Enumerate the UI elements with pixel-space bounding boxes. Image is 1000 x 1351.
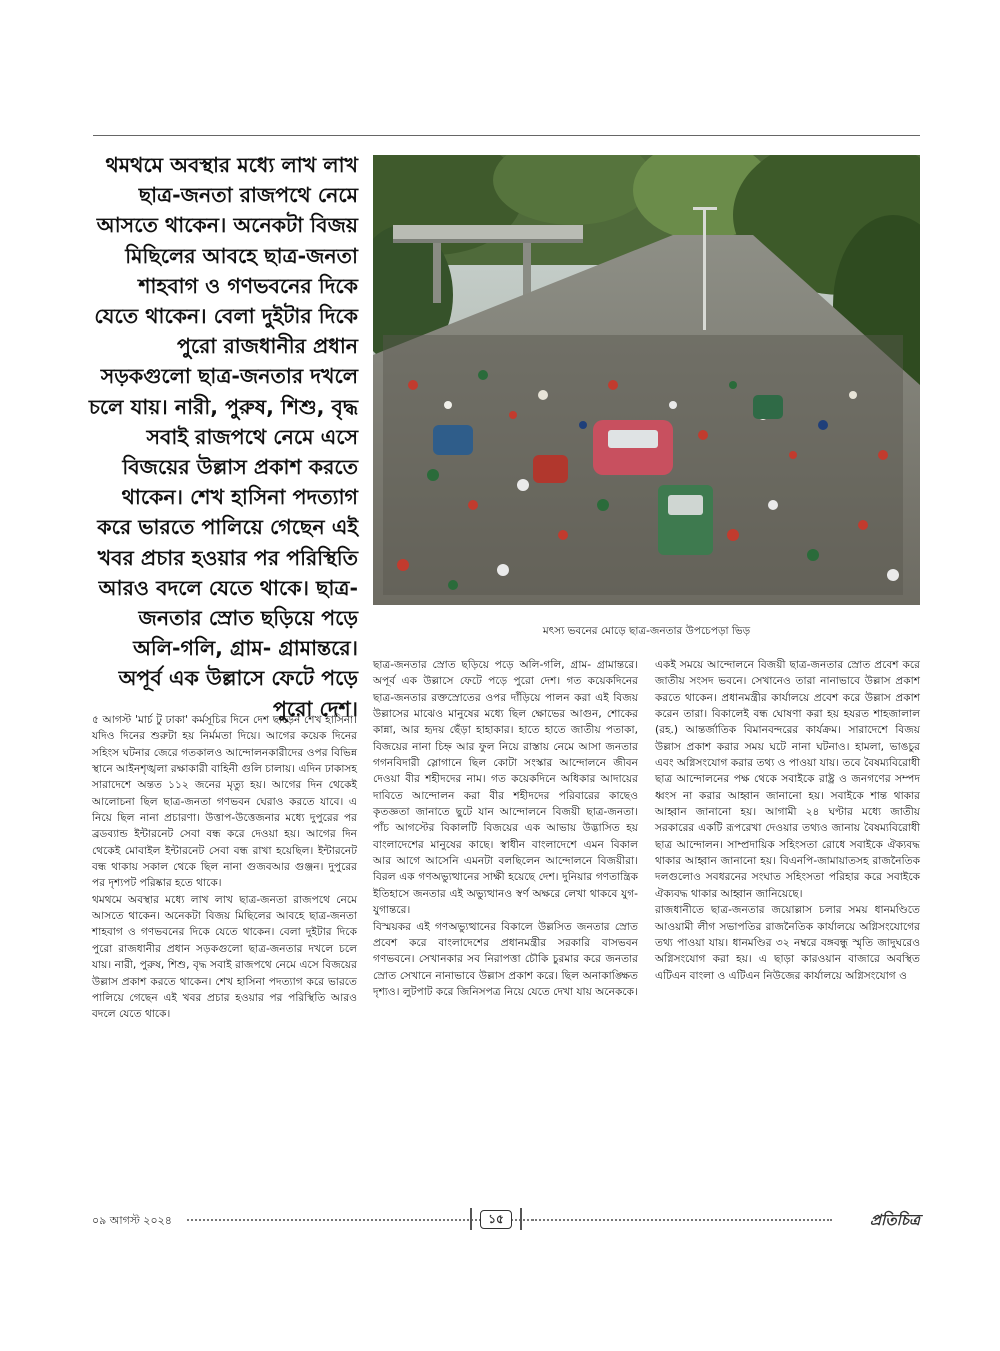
article-paragraph: বিস্ময়কর এই গণঅভ্যুত্থানের বিকালে উল্লসিত জনতার স্রোত প্রবেশ করে বাংলাদেশের প্রধানমন্ত্রীর সরকারি বাসভবন গণভবনে। সেখানকার সব নিরাপত্তা চৌকি চুরমার করে জনতার স্রোত সেখানে নানাভাবে উল্লাস প্রকাশ করে। ছিল অনাকাঙ্ক্ষিত দৃশ্যও। লুটপাট করে জিনিসপত্র নিয়ে যেতে দেখা যায় অনেককে। — [373, 920, 638, 998]
page-number-box — [470, 1208, 522, 1230]
crowd-photo — [373, 155, 920, 605]
article-column-1 — [92, 712, 357, 1023]
header-rule — [93, 135, 920, 136]
article-paragraph: ছাত্র-জনতার স্রোত ছড়িয়ে পড়ে অলি-গলি, গ্রাম- গ্রামান্তরে। অপূর্ব এক উল্লাসে ফেটে পড়ে পুরো দেশ। গত কয়েকদিনের ছাত্র-জনতার রক্তস্রোতের ওপর দাঁড়িয়ে পালন করা এই বিজয় উল্লাসের মাঝেও মানুষের মধ্যে ছিল ক্ষোভের আগুন, শোকের কান্না, আর হৃদয় ছেঁড়া হাহাকার। হাতে হাতে জাতীয় পতাকা, বিজয়ের নানা চিহ্ন আর ফুল নিয়ে রাস্তায় নেমে আসা জনতার গগনবিদারী স্লোগানে ছিল কোটা সংস্কার আন্দোলনে জীবন দেওয়া বীর শহীদদের নাম। গত কয়েকদিনে অধিকার আদায়ের দাবিতে আন্দোলন করা বীর শহীদদের পরিবারের কাছেও কৃতজ্ঞতা জানাতে ছুটে যান আন্দোলনে বিজয়ী ছাত্র-জনতা। পাঁচ আগস্টের বিকালটি বিজয়ের এক আভায় উদ্ভাসিত হয় বাংলাদেশের মানুষের কাছে। স্বাধীন বাংলাদেশে এমন বিকাল আর আগে আসেনি এমনটা বলছিলেন আন্দোলনে বিজয়ীরা। বিরল এক গণঅভ্যুত্থানের সাক্ষী হয়েছে দেশ। দুনিয়ার গণতান্ত্রিক ইতিহাসে জনতার এই অভ্যুত্থানও স্বর্ণ অক্ষরে লেখা থাকবে যুগ-যুগান্তরে। — [373, 659, 638, 917]
footer-dotted-rule — [532, 1219, 832, 1221]
article-paragraph: একই সময়ে আন্দোলনে বিজয়ী ছাত্র-জনতার স্রোত প্রবেশ করে জাতীয় সংসদ ভবনে। সেখানেও তারা নানাভাবে উল্লাস প্রকাশ করতে থাকেন। প্রধানমন্ত্রীর কার্যালয়ে প্রবেশ করে উল্লাস প্রকাশ করেন তারা। বিকালেই বন্ধ ঘোষণা করা হয় হযরত শাহজালাল (রহ.) আন্তর্জাতিক বিমানবন্দরের কার্যক্রম। সারাদেশে বিজয় উল্লাস প্রকাশ করার সময় ঘটে নানা ঘটনাও। হামলা, ভাঙচুর এবং অগ্নিসংযোগ করার তথ্য ও পাওয়া যায়। তবে বৈষম্যবিরোধী ছাত্র আন্দোলনের পক্ষ থেকে সবাইকে রাষ্ট্র ও জনগণের সম্পদ ধ্বংস না করার আহ্বান জানানো হয়। সবাইকে শান্ত থাকার আহ্বান জানানো হয়। আগামী ২৪ ঘণ্টার মধ্যে জাতীয় সরকারের একটি রূপরেখা দেওয়ার তথ্যও জানায় বৈষম্যবিরোধী ছাত্র আন্দোলন। সাম্প্রদায়িক সহিংসতা রোধে সবাইকে ঐক্যবদ্ধ থাকার আহ্বান জানানো হয়। বিএনপি-জামায়াতসহ রাজনৈতিক দলগুলোও সবধরনের সংঘাত সহিংসতা পরিহার করে সবাইকে ঐক্যবদ্ধ থাকার আহ্বান জানিয়েছে। — [655, 659, 920, 900]
article-paragraph: ৫ আগস্ট 'মার্চ টু ঢাকা' কর্মসূচির দিনে দেশ ছাড়েন শেখ হাসিনা। যদিও দিনের শুরুটা হয় নির্মমতা দিয়ে। আগের কয়েক দিনের সহিংস ঘটনার জেরে গতকালও আন্দোলনকারীদের ওপর বিভিন্ন স্থানে আইনশৃঙ্খলা রক্ষাকারী বাহিনী গুলি চালায়। এদিন ঢাকাসহ সারাদেশে অন্তত ১১২ জনের মৃত্যু হয়। আগের দিন থেকেই আলোচনা ছিল ছাত্র-জনতা গণভবন ঘেরাও করতে যাবে। এ নিয়ে ছিল নানা প্রচারণা। উত্তাপ-উত্তেজনার মধ্যে দুপুরের পর ব্রডব্যান্ড ইন্টারনেট সেবা বন্ধ করে দেওয়া হয়। আগের দিন থেকেই মোবাইল ইন্টারনেট সেবা বন্ধ রাখা হয়েছিল। ইন্টারনেট বন্ধ থাকায় সকাল থেকে ছিল নানা গুজবআর গুঞ্জন। দুপুরের পর দৃশ্যপট পরিষ্কার হতে থাকে। — [92, 714, 357, 890]
article-paragraph: রাজধানীতে ছাত্র-জনতার জয়োল্লাস চলার সময় ধানমণ্ডিতে আওয়ামী লীগ সভাপতির রাজনৈতিক কার্যালয়ে অগ্নিসংযোগের তথ্য পাওয়া যায়। ধানমণ্ডির ৩২ নম্বরে বঙ্গবন্ধু স্মৃতি জাদুঘরেও অগ্নিসংযোগ করা হয়। এ ছাড়া কারওয়ান বাজারে অবস্থিত এটিএন বাংলা ও এটিএন নিউজের কার্যালয়ে অগ্নিসংযোগ ও — [655, 904, 920, 982]
page-footer — [92, 1208, 920, 1232]
crowd-photo-illustration — [373, 155, 920, 605]
issue-date: ০৯ আগস্ট ২০২৪ — [92, 1214, 172, 1227]
page-number: ১৫ — [480, 1210, 512, 1229]
pull-quote: থমথমে অবস্থার মধ্যে লাখ লাখ ছাত্র-জনতা রাজপথে নেমে আসতে থাকেন। অনেকটা বিজয় মিছিলের আবহে ছাত্র-জনতা শাহবাগ ও গণভবনের দিকে যেতে থাকেন। বেলা দুইটার দিকে পুরো রাজধানীর প্রধান সড়কগুলো ছাত্র-জনতার দখলে চলে যায়। নারী, পুরুষ, শিশু, বৃদ্ধ সবাই রাজপথে নেমে এসে বিজয়ের উল্লাস প্রকাশ করতে থাকেন। শেখ হাসিনা পদত্যাগ করে ভারতে পালিয়ে গেছেন এই খবর প্রচার হওয়ার পর পরিস্থিতি আরও বদলে যেতে থাকে। ছাত্র-জনতার স্রোত ছড়িয়ে পড়ে অলি-গলি, গ্রাম- গ্রামান্তরে। অপূর্ব এক উল্লাসে ফেটে পড়ে পুরো দেশ। — [88, 153, 358, 721]
article-paragraph: থমথমে অবস্থার মধ্যে লাখ লাখ ছাত্র-জনতা রাজপথে নেমে আসতে থাকেন। অনেকটা বিজয় মিছিলের আবহে ছাত্র-জনতা শাহবাগ ও গণভবনের দিকে যেতে থাকেন। বেলা দুইটার দিকে পুরো রাজধানীর প্রধান সড়কগুলো ছাত্র-জনতার দখলে চলে যায়। নারী, পুরুষ, শিশু, বৃদ্ধ সবাই রাজপথে নেমে এসে বিজয়ের উল্লাস প্রকাশ করতে থাকেন। শেখ হাসিনা পদত্যাগ করে ভারতে পালিয়ে গেছেন এই খবর প্রচার হওয়ার পর পরিস্থিতি আরও বদলে যেতে থাকে। — [92, 893, 357, 1021]
magazine-logo: প্রতিচিত্র — [869, 1211, 920, 1229]
photo-caption: মৎস্য ভবনের মোড়ে ছাত্র-জনতার উপচেপড়া ভিড় — [542, 625, 751, 637]
article-column-3 — [655, 657, 920, 984]
article-column-2 — [373, 657, 638, 1000]
